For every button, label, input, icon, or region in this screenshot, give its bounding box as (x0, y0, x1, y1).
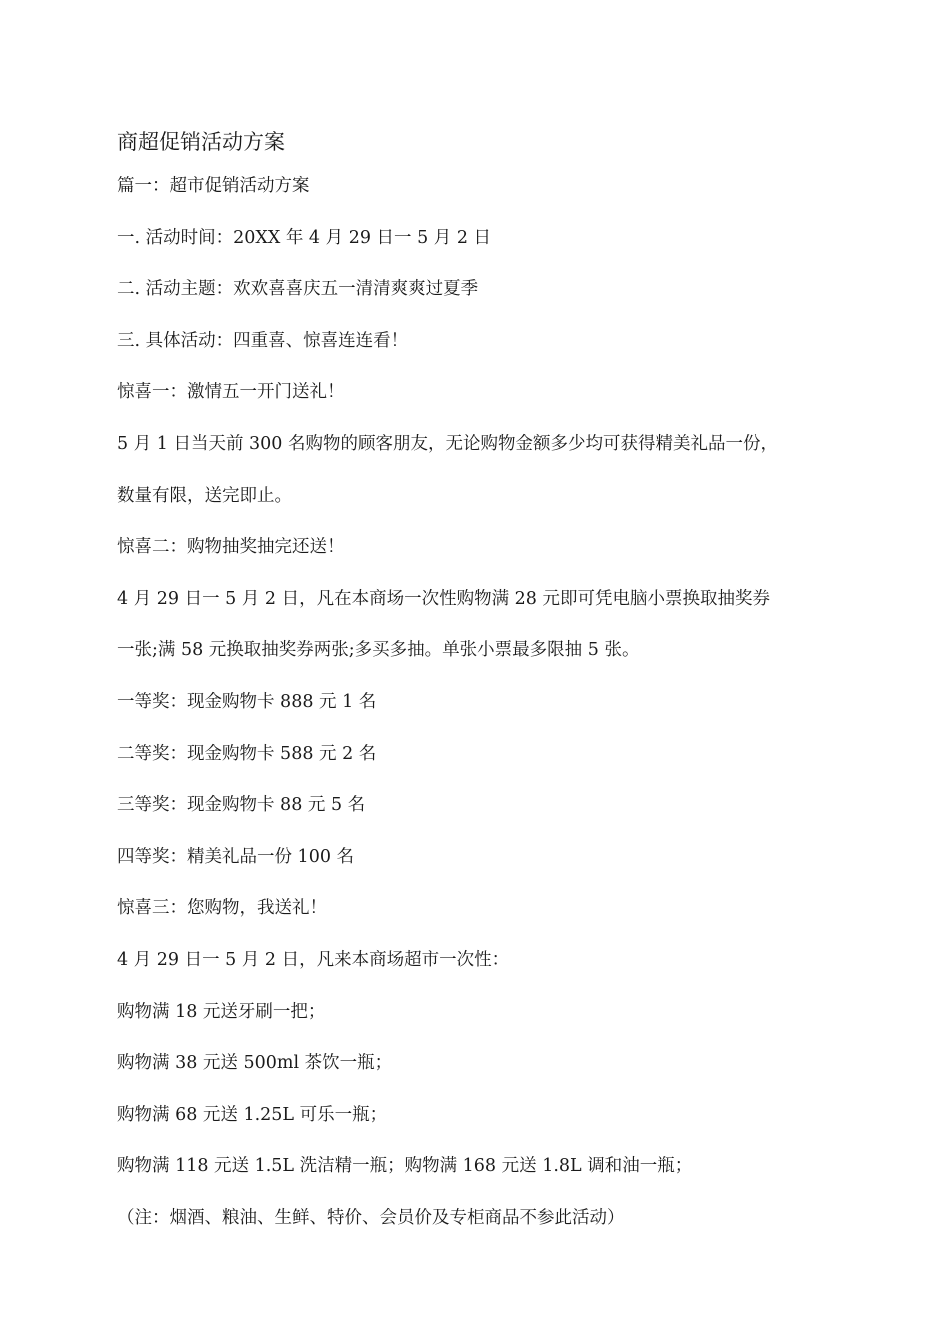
gift-tier-line: 购物满 68 元送 1.25L 可乐一瓶； (117, 1104, 388, 1125)
section-heading: 篇一：超市促销活动方案 (117, 176, 310, 196)
surprise-one-heading: 惊喜一：激情五一开门送礼！ (117, 382, 345, 403)
prize-line-first: 一等奖：现金购物卡 888 元 1 名 (117, 691, 377, 712)
note-line: （注：烟酒、粮油、生鲜、特价、会员价及专柜商品不参此活动） (117, 1207, 625, 1228)
prize-line-second: 二等奖：现金购物卡 588 元 2 名 (117, 743, 377, 764)
specific-activities-line: 三. 具体活动：四重喜、惊喜连连看！ (117, 330, 409, 351)
gift-tier-line: 购物满 118 元送 1.5L 洗洁精一瓶；购物满 168 元送 1.8L 调和油一瓶； (117, 1156, 693, 1177)
surprise-two-heading: 惊喜二：购物抽奖抽完还送！ (117, 537, 345, 558)
prize-line-fourth: 四等奖：精美礼品一份 100 名 (117, 846, 355, 867)
prize-line-third: 三等奖：现金购物卡 88 元 5 名 (117, 795, 366, 816)
gift-tier-line: 购物满 18 元送牙刷一把； (117, 1001, 326, 1022)
body-text-line: 4 月 29 日一 5 月 2 日，凡在本商场一次性购物满 28 元即可凭电脑小票换取抽奖券 (117, 588, 771, 609)
body-text-line: 4 月 29 日一 5 月 2 日，凡来本商场超市一次性： (117, 949, 510, 970)
body-text-line: 数量有限，送完即止。 (117, 485, 292, 506)
activity-time-line: 一. 活动时间：20XX 年 4 月 29 日一 5 月 2 日 (117, 227, 492, 248)
gift-tier-line: 购物满 38 元送 500ml 茶饮一瓶； (117, 1053, 393, 1074)
body-text-line: 一张;满 58 元换取抽奖券两张;多买多抽。单张小票最多限抽 5 张。 (117, 640, 640, 661)
activity-theme-line: 二. 活动主题：欢欢喜喜庆五一清清爽爽过夏季 (117, 279, 479, 300)
body-text-line: 5 月 1 日当天前 300 名购物的顾客朋友，无论购物金额多少均可获得精美礼品一份， (117, 433, 778, 454)
surprise-three-heading: 惊喜三：您购物，我送礼！ (117, 898, 327, 919)
document-title: 商超促销活动方案 (117, 130, 285, 154)
document-body (117, 170, 877, 1253)
